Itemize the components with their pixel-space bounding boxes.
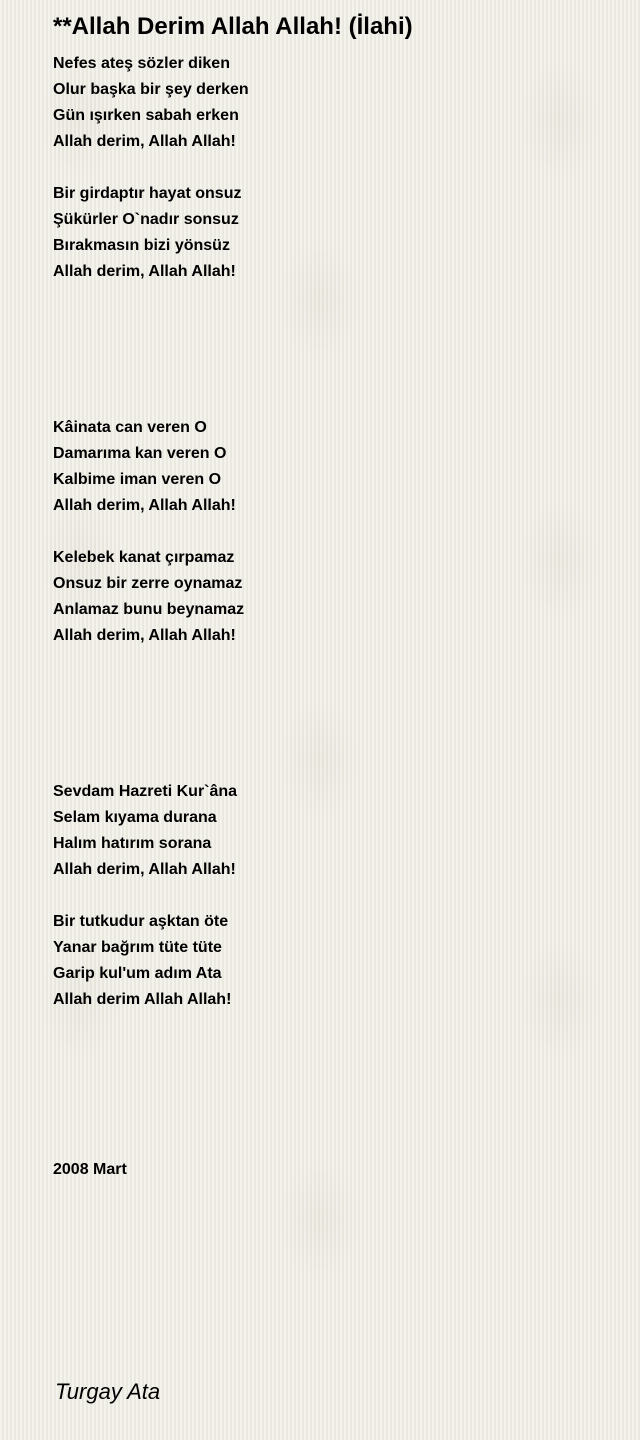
poem-line: Olur başka bir şey derken <box>53 81 249 98</box>
poem-line: Anlamaz bunu beynamaz <box>53 601 245 618</box>
poem-line: Gün ışırken sabah erken <box>53 107 239 124</box>
stanza-3 <box>53 415 613 519</box>
poem-line: Allah derim Allah Allah! <box>53 991 232 1008</box>
stanza-5 <box>53 779 613 883</box>
poem-line: Allah derim, Allah Allah! <box>53 263 236 280</box>
poem-line: Selam kıyama durana <box>53 809 217 826</box>
stanza-gap <box>53 883 613 909</box>
poem-line: Nefes ateş sözler diken <box>53 55 230 72</box>
poem-line: Yanar bağrım tüte tüte <box>53 939 222 956</box>
poem-date: 2008 Mart <box>53 1161 127 1178</box>
poem-line: Allah derim, Allah Allah! <box>53 861 236 878</box>
section-gap <box>53 649 613 779</box>
stanza-gap <box>53 155 613 181</box>
poem-line: Onsuz bir zerre oynamaz <box>53 575 243 592</box>
poem-line: Allah derim, Allah Allah! <box>53 627 236 644</box>
section-gap <box>53 285 613 415</box>
poem-body <box>53 51 613 1013</box>
poem-line: Damarıma kan veren O <box>53 445 227 462</box>
poem-line: Bir girdaptır hayat onsuz <box>53 185 242 202</box>
poem-line: Allah derim, Allah Allah! <box>53 497 236 514</box>
poem-line: Kâinata can veren O <box>53 419 207 436</box>
poem-title: **Allah Derim Allah Allah! (İlahi) <box>53 13 413 40</box>
stanza-gap <box>53 519 613 545</box>
stanza-6 <box>53 909 613 1013</box>
poem-line: Bırakmasın bizi yönsüz <box>53 237 230 254</box>
stanza-4 <box>53 545 613 649</box>
stanza-1 <box>53 51 613 155</box>
poem-line: Allah derim, Allah Allah! <box>53 133 236 150</box>
poem-line: Sevdam Hazreti Kur`âna <box>53 783 238 800</box>
poem-line: Bir tutkudur aşktan öte <box>53 913 229 930</box>
poem-line: Kelebek kanat çırpamaz <box>53 549 235 566</box>
poem-line: Garip kul'um adım Ata <box>53 965 222 982</box>
poem-author: Turgay Ata <box>55 1379 161 1404</box>
poem-line: Halım hatırım sorana <box>53 835 212 852</box>
poem-line: Kalbime iman veren O <box>53 471 222 488</box>
poem-line: Şükürler O`nadır sonsuz <box>53 211 239 228</box>
stanza-2 <box>53 181 613 285</box>
